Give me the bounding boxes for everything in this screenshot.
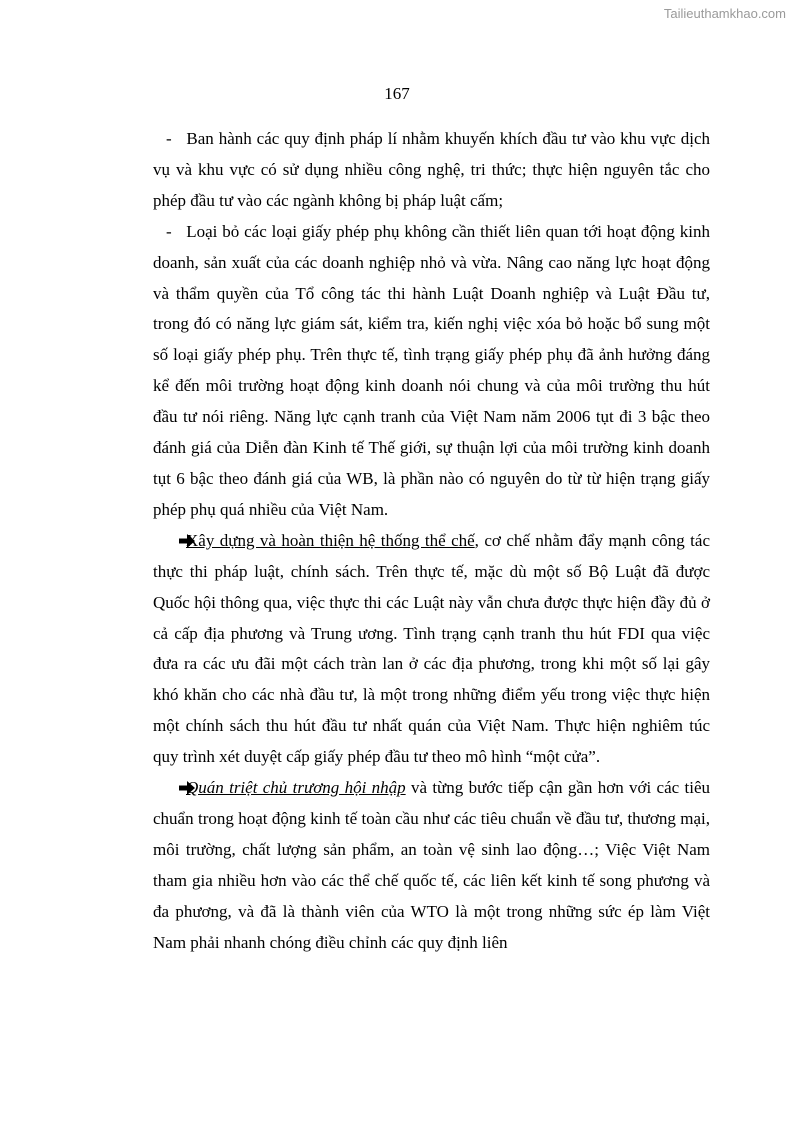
watermark: Tailieuthamkhao.com <box>663 6 786 21</box>
right-arrow-icon <box>166 526 186 557</box>
paragraph-regulation <box>153 124 710 217</box>
bullet-dash: - <box>166 129 172 148</box>
paragraph-text: Loại bỏ các loại giấy phép phụ không cần thiết liên quan tới hoạt động kinh doanh, sản xuất của các doanh nghiệp nhỏ và vừa. Nâng cao năng lực hoạt động và thẩm quyền của Tổ công tác thi hành Luật Doanh nghiệp và Luật Đầu tư, trong đó có năng lực giám sát, kiểm tra, kiến nghị việc xóa bỏ hoặc bổ sung một số loại giấy phép phụ. Trên thực tế, tình trạng giấy phép phụ đã ảnh hưởng đáng kể đến môi trường hoạt động kinh doanh nói chung và của môi trường thu hút đầu tư nói riêng. Năng lực cạnh tranh của Việt Nam năm 2006 tụt đi 3 bậc theo đánh giá của Diễn đàn Kinh tế Thế giới, sự thuận lợi của môi trường kinh doanh tụt 6 bậc theo đánh giá của WB, là phần nào có nguyên do từ từ hiện trạng giấy phép phụ quá nhiều của Việt Nam. <box>153 221 710 519</box>
page-number: 167 <box>384 84 410 103</box>
document-body <box>153 124 710 958</box>
paragraph-text: và từng bước tiếp cận gần hơn với các tiêu chuẩn trong hoạt động kinh tế toàn cầu như các tiêu chuẩn về đầu tư, thương mại, môi trường, chất lượng sản phẩm, an toàn vệ sinh lao động…; Việc Việt Nam tham gia nhiều hơn vào các thể chế quốc tế, các liên kết kinh tế song phương và đa phương, và đã là thành viên của WTO là một trong những sức ép làm Việt Nam phải nhanh chóng điều chỉnh các quy định liên <box>153 778 710 952</box>
right-arrow-icon <box>166 773 186 804</box>
paragraph-integration <box>153 773 710 958</box>
paragraph-institutions <box>153 526 710 773</box>
paragraph-licenses <box>153 217 710 526</box>
paragraph-text: Ban hành các quy định pháp lí nhằm khuyến khích đầu tư vào khu vực dịch vụ và khu vực có sử dụng nhiều công nghệ, tri thức; thực hiện nguyên tắc cho phép đầu tư vào các ngành không bị pháp luật cấm; <box>153 129 710 210</box>
highlight-institutions: Xây dựng và hoàn thiện hệ thống thể chế <box>186 530 475 550</box>
paragraph-text: , cơ chế nhằm đẩy mạnh công tác thực thi pháp luật, chính sách. Trên thực tế, mặc dù một số Bộ Luật đã được Quốc hội thông qua, việc thực thi các Luật này vẫn chưa được thực hiện đầy đủ ở cả cấp địa phương và Trung ương. Tình trạng cạnh tranh thu hút FDI qua việc đưa ra các ưu đãi một cách tràn lan ở các địa phương, trong khi một số lại gây khó khăn cho các nhà đầu tư, là một trong những điểm yếu trong việc thực hiện một chính sách thu hút đầu tư nhất quán của Việt Nam. Thực hiện nghiêm túc quy trình xét duyệt cấp giấy phép đầu tư theo mô hình “một cửa”. <box>153 530 710 767</box>
bullet-dash: - <box>166 221 172 241</box>
highlight-integration: Quán triệt chủ trương hội nhập <box>186 778 406 798</box>
